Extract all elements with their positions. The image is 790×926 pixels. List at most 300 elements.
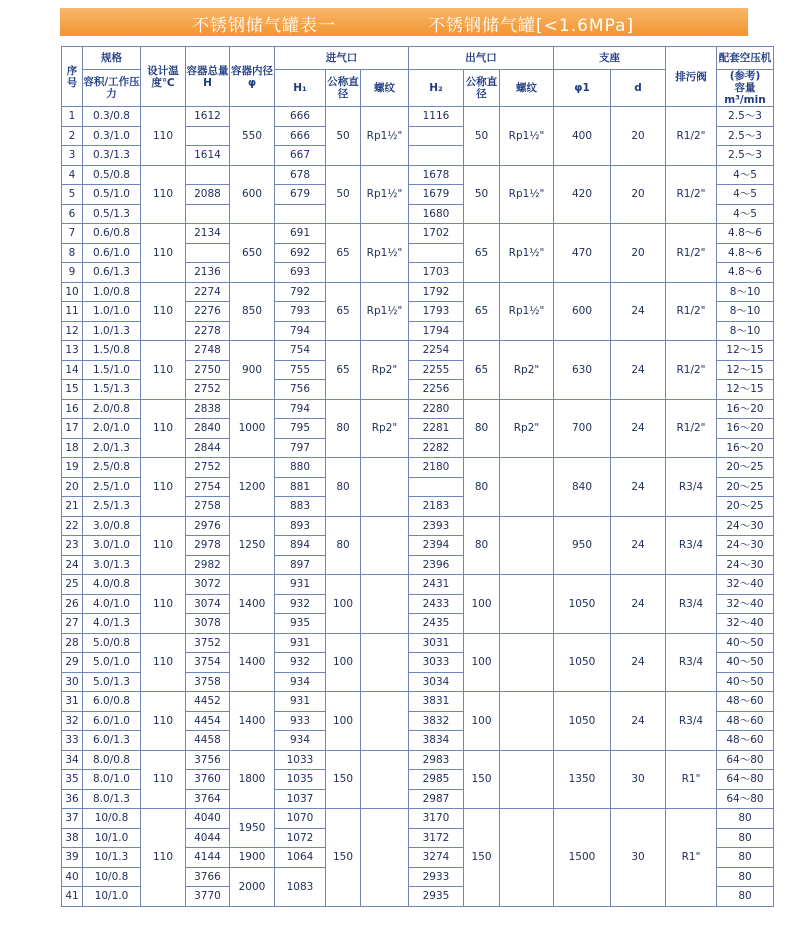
cell-h2	[409, 243, 464, 263]
cell-h2: 2393	[409, 516, 464, 536]
cell-capacity: 80	[717, 809, 774, 829]
cell-h2: 2396	[409, 555, 464, 575]
cell-h2: 3031	[409, 633, 464, 653]
table-row	[62, 750, 774, 770]
table-row	[62, 633, 774, 653]
cell-thread-in: Rp1½"	[361, 107, 409, 166]
cell-design-temp: 110	[141, 575, 186, 634]
cell-h2: 2280	[409, 399, 464, 419]
cell-drain: R3/4	[666, 633, 717, 692]
cell-spec: 2.0/1.0	[83, 419, 141, 439]
cell-thread-out: Rp1½"	[500, 282, 554, 341]
cell-dn-in: 50	[326, 107, 361, 166]
cell-vessel-inner: 1400	[230, 575, 275, 634]
cell-thread-in	[361, 750, 409, 809]
header-seq: 序号	[62, 47, 83, 107]
cell-thread-in: Rp1½"	[361, 165, 409, 224]
row-number: 31	[62, 692, 83, 712]
table-row	[62, 399, 774, 419]
cell-vessel-total: 3760	[186, 770, 230, 790]
cell-vessel-total: 2752	[186, 458, 230, 478]
cell-vessel-inner: 650	[230, 224, 275, 283]
cell-thread-in	[361, 809, 409, 907]
cell-vessel-total: 3078	[186, 614, 230, 634]
row-number: 29	[62, 653, 83, 673]
cell-thread-in	[361, 458, 409, 517]
cell-vessel-inner: 1200	[230, 458, 275, 517]
banner-title-left: 不锈钢储气罐表一	[192, 16, 336, 36]
cell-h2: 2985	[409, 770, 464, 790]
cell-dn-in: 80	[326, 458, 361, 517]
table-row	[62, 107, 774, 127]
cell-capacity: 4.8～6	[717, 243, 774, 263]
cell-vessel-total: 3756	[186, 750, 230, 770]
cell-vessel-total: 2134	[186, 224, 230, 244]
cell-h1: 793	[275, 302, 326, 322]
cell-h2: 1793	[409, 302, 464, 322]
cell-dn-in: 100	[326, 575, 361, 634]
row-number: 26	[62, 594, 83, 614]
cell-vessel-inner: 1400	[230, 692, 275, 751]
cell-thread-out: Rp1½"	[500, 224, 554, 283]
row-number: 32	[62, 711, 83, 731]
cell-h2: 1794	[409, 321, 464, 341]
cell-h1: 1083	[275, 867, 326, 906]
row-number: 13	[62, 341, 83, 361]
cell-vessel-total: 3764	[186, 789, 230, 809]
header-vessel-inner: 容器内径φ	[230, 47, 275, 107]
cell-vessel-total: 2752	[186, 380, 230, 400]
row-number: 20	[62, 477, 83, 497]
cell-h1: 1037	[275, 789, 326, 809]
cell-d: 30	[611, 750, 666, 809]
cell-thread-in: Rp1½"	[361, 224, 409, 283]
header-thread-out: 螺纹	[500, 70, 554, 107]
cell-vessel-inner: 1950	[230, 809, 275, 848]
cell-h2: 2282	[409, 438, 464, 458]
cell-phi1: 1050	[554, 692, 611, 751]
header-dn-out: 公称直径	[464, 70, 500, 107]
cell-capacity: 64～80	[717, 789, 774, 809]
cell-d: 24	[611, 282, 666, 341]
cell-dn-in: 80	[326, 399, 361, 458]
cell-capacity: 4～5	[717, 204, 774, 224]
cell-h2: 1116	[409, 107, 464, 127]
row-number: 37	[62, 809, 83, 829]
cell-h2: 2933	[409, 867, 464, 887]
cell-h2: 3170	[409, 809, 464, 829]
cell-phi1: 600	[554, 282, 611, 341]
row-number: 2	[62, 126, 83, 146]
cell-h1: 932	[275, 653, 326, 673]
cell-thread-out	[500, 633, 554, 692]
row-number: 10	[62, 282, 83, 302]
table-row	[62, 575, 774, 595]
cell-h2: 1680	[409, 204, 464, 224]
cell-capacity: 80	[717, 828, 774, 848]
cell-capacity: 4～5	[717, 185, 774, 205]
header-design-temp: 设计温度℃	[141, 47, 186, 107]
cell-h2: 3274	[409, 848, 464, 868]
cell-d: 24	[611, 341, 666, 400]
cell-h1: 934	[275, 672, 326, 692]
row-number: 9	[62, 263, 83, 283]
cell-capacity: 24～30	[717, 555, 774, 575]
cell-spec: 2.5/1.3	[83, 497, 141, 517]
cell-capacity: 80	[717, 887, 774, 907]
cell-thread-out: Rp1½"	[500, 107, 554, 166]
cell-h1: 692	[275, 243, 326, 263]
cell-dn-out: 150	[464, 750, 500, 809]
cell-spec: 0.5/0.8	[83, 165, 141, 185]
header-spec-sub: 容积/工作压力	[83, 70, 141, 107]
cell-h1: 1070	[275, 809, 326, 829]
cell-h1: 794	[275, 399, 326, 419]
row-number: 5	[62, 185, 83, 205]
cell-capacity: 20～25	[717, 497, 774, 517]
cell-thread-in: Rp2"	[361, 341, 409, 400]
cell-drain: R3/4	[666, 458, 717, 517]
cell-dn-out: 80	[464, 399, 500, 458]
cell-design-temp: 110	[141, 107, 186, 166]
cell-dn-in: 65	[326, 341, 361, 400]
cell-d: 24	[611, 633, 666, 692]
cell-vessel-total: 3770	[186, 887, 230, 907]
table-row	[62, 341, 774, 361]
cell-spec: 0.3/1.0	[83, 126, 141, 146]
table-row	[62, 282, 774, 302]
banner-title-right: 不锈钢储气罐[<1.6MPa]	[428, 16, 635, 36]
cell-dn-in: 50	[326, 165, 361, 224]
cell-spec: 0.6/0.8	[83, 224, 141, 244]
cell-h1: 933	[275, 711, 326, 731]
cell-dn-in: 100	[326, 692, 361, 751]
row-number: 28	[62, 633, 83, 653]
cell-dn-out: 150	[464, 809, 500, 907]
row-number: 27	[62, 614, 83, 634]
cell-capacity: 48～60	[717, 731, 774, 751]
cell-design-temp: 110	[141, 458, 186, 517]
cell-spec: 0.6/1.0	[83, 243, 141, 263]
cell-vessel-total: 4458	[186, 731, 230, 751]
row-number: 3	[62, 146, 83, 166]
cell-vessel-total: 2750	[186, 360, 230, 380]
cell-capacity: 40～50	[717, 672, 774, 692]
cell-vessel-total: 2754	[186, 477, 230, 497]
header-phi1: φ1	[554, 70, 611, 107]
cell-h2: 2254	[409, 341, 464, 361]
cell-d: 24	[611, 575, 666, 634]
cell-thread-out: Rp2"	[500, 399, 554, 458]
cell-capacity: 64～80	[717, 750, 774, 770]
cell-dn-out: 80	[464, 458, 500, 517]
cell-vessel-inner: 1800	[230, 750, 275, 809]
cell-d: 24	[611, 516, 666, 575]
cell-d: 24	[611, 692, 666, 751]
cell-thread-in	[361, 692, 409, 751]
cell-spec: 2.5/0.8	[83, 458, 141, 478]
table-row	[62, 692, 774, 712]
cell-h2: 3831	[409, 692, 464, 712]
cell-dn-in: 65	[326, 224, 361, 283]
row-number: 34	[62, 750, 83, 770]
cell-h1: 1035	[275, 770, 326, 790]
cell-spec: 6.0/0.8	[83, 692, 141, 712]
header-drain: 排污阀	[666, 47, 717, 107]
cell-vessel-total: 2136	[186, 263, 230, 283]
cell-vessel-inner: 1250	[230, 516, 275, 575]
cell-phi1: 950	[554, 516, 611, 575]
cell-h1: 880	[275, 458, 326, 478]
cell-vessel-total	[186, 126, 230, 146]
cell-vessel-total: 2840	[186, 419, 230, 439]
cell-h2: 2256	[409, 380, 464, 400]
row-number: 38	[62, 828, 83, 848]
cell-capacity: 8～10	[717, 282, 774, 302]
cell-thread-out	[500, 575, 554, 634]
cell-h2: 1792	[409, 282, 464, 302]
cell-d: 24	[611, 458, 666, 517]
cell-thread-out	[500, 809, 554, 907]
cell-capacity: 20～25	[717, 477, 774, 497]
cell-vessel-inner: 1000	[230, 399, 275, 458]
cell-h2: 2255	[409, 360, 464, 380]
cell-vessel-total: 3758	[186, 672, 230, 692]
cell-h2: 2987	[409, 789, 464, 809]
cell-vessel-total: 2758	[186, 497, 230, 517]
cell-thread-in: Rp1½"	[361, 282, 409, 341]
cell-capacity: 4.8～6	[717, 263, 774, 283]
cell-vessel-inner: 600	[230, 165, 275, 224]
cell-h1: 792	[275, 282, 326, 302]
cell-vessel-inner: 1400	[230, 633, 275, 692]
row-number: 1	[62, 107, 83, 127]
row-number: 14	[62, 360, 83, 380]
cell-vessel-total	[186, 204, 230, 224]
cell-spec: 1.5/1.0	[83, 360, 141, 380]
row-number: 35	[62, 770, 83, 790]
cell-h1: 679	[275, 185, 326, 205]
cell-vessel-total: 4452	[186, 692, 230, 712]
cell-spec: 0.3/1.3	[83, 146, 141, 166]
header-thread-in: 螺纹	[361, 70, 409, 107]
cell-design-temp: 110	[141, 224, 186, 283]
cell-thread-out	[500, 750, 554, 809]
cell-spec: 3.0/1.0	[83, 536, 141, 556]
cell-vessel-total: 2982	[186, 555, 230, 575]
cell-capacity: 12～15	[717, 341, 774, 361]
cell-spec: 0.5/1.3	[83, 204, 141, 224]
cell-dn-out: 100	[464, 692, 500, 751]
cell-h1: 678	[275, 165, 326, 185]
row-number: 36	[62, 789, 83, 809]
cell-h2	[409, 477, 464, 497]
cell-capacity: 64～80	[717, 770, 774, 790]
cell-capacity: 24～30	[717, 516, 774, 536]
header-compressor: 配套空压机	[717, 47, 774, 70]
cell-capacity: 2.5～3	[717, 126, 774, 146]
cell-spec: 4.0/0.8	[83, 575, 141, 595]
cell-spec: 2.0/0.8	[83, 399, 141, 419]
cell-h1: 666	[275, 126, 326, 146]
header-d: d	[611, 70, 666, 107]
cell-h1: 893	[275, 516, 326, 536]
cell-spec: 1.5/0.8	[83, 341, 141, 361]
cell-spec: 1.0/0.8	[83, 282, 141, 302]
header-outlet: 出气口	[409, 47, 554, 70]
cell-phi1: 1350	[554, 750, 611, 809]
cell-h1: 691	[275, 224, 326, 244]
cell-d: 20	[611, 224, 666, 283]
cell-spec: 8.0/1.3	[83, 789, 141, 809]
cell-dn-in: 65	[326, 282, 361, 341]
cell-vessel-inner: 1900	[230, 848, 275, 868]
cell-dn-out: 100	[464, 633, 500, 692]
cell-h2: 3172	[409, 828, 464, 848]
row-number: 24	[62, 555, 83, 575]
cell-dn-out: 100	[464, 575, 500, 634]
cell-h1: 755	[275, 360, 326, 380]
cell-dn-out: 65	[464, 282, 500, 341]
cell-h1: 1064	[275, 848, 326, 868]
cell-vessel-inner: 2000	[230, 867, 275, 906]
cell-vessel-total: 2844	[186, 438, 230, 458]
row-number: 19	[62, 458, 83, 478]
cell-h2: 3034	[409, 672, 464, 692]
cell-phi1: 1050	[554, 575, 611, 634]
cell-h2: 2281	[409, 419, 464, 439]
row-number: 41	[62, 887, 83, 907]
row-number: 21	[62, 497, 83, 517]
cell-capacity: 20～25	[717, 458, 774, 478]
cell-h1: 934	[275, 731, 326, 751]
cell-vessel-inner: 850	[230, 282, 275, 341]
cell-capacity: 12～15	[717, 380, 774, 400]
cell-vessel-total: 2274	[186, 282, 230, 302]
cell-dn-in: 80	[326, 516, 361, 575]
cell-vessel-total: 4454	[186, 711, 230, 731]
cell-h2: 3832	[409, 711, 464, 731]
cell-h2: 2394	[409, 536, 464, 556]
cell-drain: R1/2"	[666, 282, 717, 341]
cell-drain: R1/2"	[666, 165, 717, 224]
cell-drain: R1/2"	[666, 224, 717, 283]
cell-d: 24	[611, 399, 666, 458]
cell-spec: 0.5/1.0	[83, 185, 141, 205]
cell-capacity: 40～50	[717, 653, 774, 673]
cell-h2: 2435	[409, 614, 464, 634]
cell-spec: 10/0.8	[83, 867, 141, 887]
row-number: 25	[62, 575, 83, 595]
row-number: 6	[62, 204, 83, 224]
cell-spec: 5.0/1.3	[83, 672, 141, 692]
spec-table	[61, 46, 774, 907]
cell-design-temp: 110	[141, 165, 186, 224]
cell-h1: 935	[275, 614, 326, 634]
cell-thread-in	[361, 516, 409, 575]
cell-vessel-total: 3072	[186, 575, 230, 595]
cell-vessel-total: 2748	[186, 341, 230, 361]
cell-capacity: 2.5～3	[717, 146, 774, 166]
cell-drain: R1/2"	[666, 341, 717, 400]
cell-capacity: 8～10	[717, 321, 774, 341]
cell-spec: 1.5/1.3	[83, 380, 141, 400]
cell-dn-out: 65	[464, 224, 500, 283]
cell-h1: 894	[275, 536, 326, 556]
cell-capacity: 24～30	[717, 536, 774, 556]
cell-dn-out: 50	[464, 107, 500, 166]
cell-vessel-total: 3752	[186, 633, 230, 653]
cell-h1	[275, 204, 326, 224]
cell-h1: 794	[275, 321, 326, 341]
header-support: 支座	[554, 47, 666, 70]
cell-h1: 897	[275, 555, 326, 575]
cell-vessel-total: 2978	[186, 536, 230, 556]
cell-h2: 1679	[409, 185, 464, 205]
cell-capacity: 48～60	[717, 692, 774, 712]
table-row	[62, 224, 774, 244]
cell-spec: 0.3/0.8	[83, 107, 141, 127]
cell-design-temp: 110	[141, 809, 186, 907]
cell-spec: 10/0.8	[83, 809, 141, 829]
cell-thread-out	[500, 516, 554, 575]
cell-thread-out: Rp2"	[500, 341, 554, 400]
cell-design-temp: 110	[141, 399, 186, 458]
cell-spec: 5.0/0.8	[83, 633, 141, 653]
cell-vessel-total	[186, 243, 230, 263]
cell-capacity: 16～20	[717, 419, 774, 439]
row-number: 16	[62, 399, 83, 419]
cell-phi1: 1500	[554, 809, 611, 907]
cell-capacity: 8～10	[717, 302, 774, 322]
row-number: 12	[62, 321, 83, 341]
cell-capacity: 32～40	[717, 614, 774, 634]
row-number: 4	[62, 165, 83, 185]
cell-capacity: 32～40	[717, 594, 774, 614]
cell-vessel-total: 2278	[186, 321, 230, 341]
cell-vessel-total: 2976	[186, 516, 230, 536]
row-number: 40	[62, 867, 83, 887]
cell-vessel-total: 3074	[186, 594, 230, 614]
cell-h1: 795	[275, 419, 326, 439]
cell-design-temp: 110	[141, 341, 186, 400]
row-number: 15	[62, 380, 83, 400]
cell-thread-out	[500, 692, 554, 751]
cell-vessel-inner: 550	[230, 107, 275, 166]
cell-h2: 2431	[409, 575, 464, 595]
cell-vessel-total: 4044	[186, 828, 230, 848]
cell-capacity: 40～50	[717, 633, 774, 653]
cell-dn-in: 150	[326, 750, 361, 809]
cell-vessel-total: 2088	[186, 185, 230, 205]
cell-dn-out: 80	[464, 516, 500, 575]
cell-spec: 4.0/1.3	[83, 614, 141, 634]
row-number: 30	[62, 672, 83, 692]
cell-dn-out: 50	[464, 165, 500, 224]
cell-drain: R3/4	[666, 516, 717, 575]
cell-dn-in: 100	[326, 633, 361, 692]
cell-vessel-total: 1614	[186, 146, 230, 166]
cell-phi1: 470	[554, 224, 611, 283]
cell-thread-in	[361, 633, 409, 692]
table-row	[62, 458, 774, 478]
header-h1: H₁	[275, 70, 326, 107]
row-number: 18	[62, 438, 83, 458]
cell-spec: 4.0/1.0	[83, 594, 141, 614]
cell-spec: 6.0/1.3	[83, 731, 141, 751]
cell-capacity: 80	[717, 867, 774, 887]
cell-phi1: 840	[554, 458, 611, 517]
